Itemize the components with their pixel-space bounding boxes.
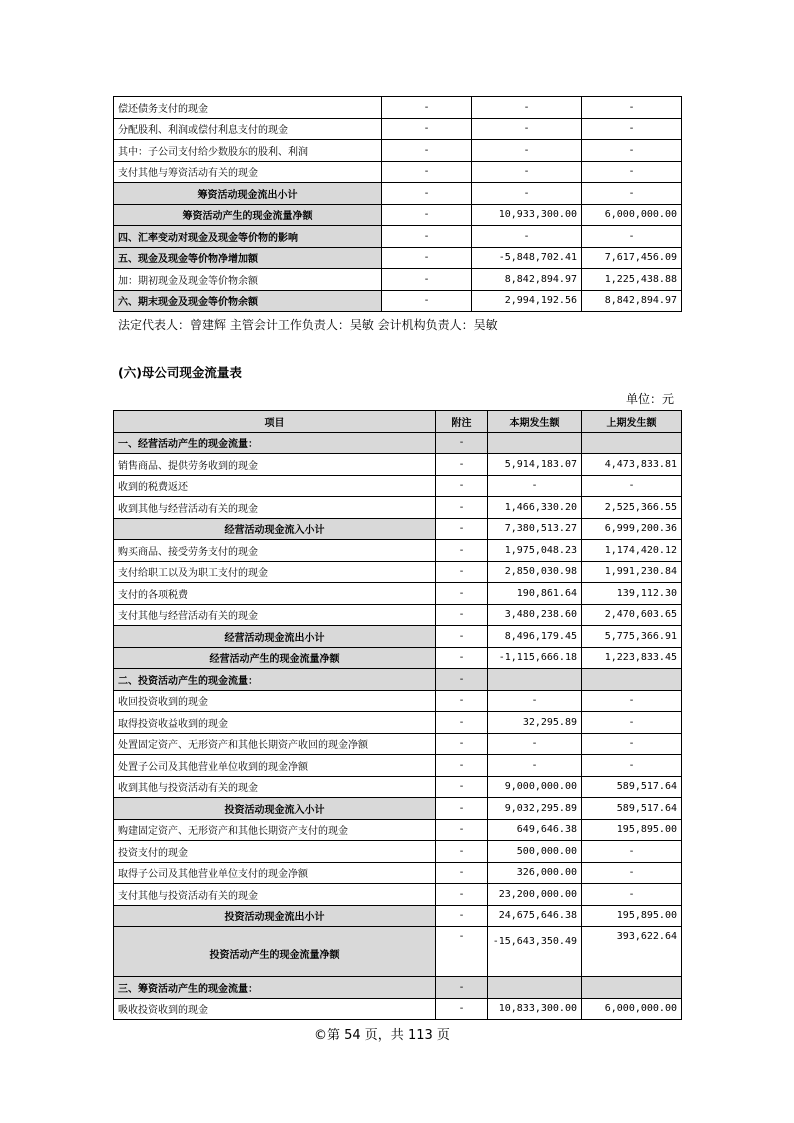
row-prior-value: - bbox=[582, 712, 682, 734]
row-label: 支付其他与经营活动有关的现金 bbox=[114, 604, 436, 626]
table-row bbox=[114, 905, 682, 927]
row-note: - bbox=[436, 454, 488, 476]
row-prior-value: - bbox=[582, 755, 682, 777]
table-row bbox=[114, 583, 682, 605]
header-current: 本期发生额 bbox=[488, 411, 582, 433]
row-current-value: - bbox=[488, 690, 582, 712]
row-label: 销售商品、提供劳务收到的现金 bbox=[114, 454, 436, 476]
row-note: - bbox=[436, 998, 488, 1020]
row-note: - bbox=[436, 690, 488, 712]
row-prior-value: 7,617,456.09 bbox=[582, 247, 682, 269]
table-row bbox=[114, 540, 682, 562]
row-prior-value: - bbox=[582, 884, 682, 906]
row-prior-value: - bbox=[582, 97, 682, 119]
unit-label: 单位：元 bbox=[626, 392, 675, 406]
row-prior-value: 6,000,000.00 bbox=[582, 204, 682, 226]
row-current-value: 24,675,646.38 bbox=[488, 905, 582, 927]
row-note: - bbox=[382, 118, 472, 140]
row-current-value: - bbox=[472, 161, 582, 183]
table-row bbox=[114, 454, 682, 476]
row-note: - bbox=[436, 497, 488, 519]
row-note: - bbox=[382, 161, 472, 183]
row-prior-value: 6,000,000.00 bbox=[582, 998, 682, 1020]
row-note: - bbox=[436, 927, 488, 977]
row-label: 筹资活动产生的现金流量净额 bbox=[114, 204, 382, 226]
row-note: - bbox=[382, 247, 472, 269]
row-label: 收到其他与经营活动有关的现金 bbox=[114, 497, 436, 519]
row-label: 投资支付的现金 bbox=[114, 841, 436, 863]
row-prior-value: 393,622.64 bbox=[582, 927, 682, 977]
row-label: 购建固定资产、无形资产和其他长期资产支付的现金 bbox=[114, 819, 436, 841]
row-current-value: 8,496,179.45 bbox=[488, 626, 582, 648]
row-label: 投资活动现金流出小计 bbox=[114, 905, 436, 927]
header-item: 项目 bbox=[114, 411, 436, 433]
row-label: 四、汇率变动对现金及现金等价物的影响 bbox=[114, 226, 382, 248]
table-row bbox=[114, 97, 682, 119]
row-current-value: 500,000.00 bbox=[488, 841, 582, 863]
row-prior-value: 589,517.64 bbox=[582, 776, 682, 798]
row-note: - bbox=[436, 819, 488, 841]
row-label: 投资活动现金流入小计 bbox=[114, 798, 436, 820]
top-cashflow-table bbox=[113, 96, 682, 312]
row-note: - bbox=[436, 884, 488, 906]
row-current-value: 326,000.00 bbox=[488, 862, 582, 884]
row-note: - bbox=[436, 669, 488, 691]
row-note: - bbox=[436, 518, 488, 540]
table-row bbox=[114, 669, 682, 691]
row-current-value: 2,994,192.56 bbox=[472, 290, 582, 312]
row-prior-value: 2,525,366.55 bbox=[582, 497, 682, 519]
row-label: 收回投资收到的现金 bbox=[114, 690, 436, 712]
row-prior-value: - bbox=[582, 118, 682, 140]
row-note: - bbox=[436, 475, 488, 497]
row-prior-value: 1,174,420.12 bbox=[582, 540, 682, 562]
row-current-value: 190,861.64 bbox=[488, 583, 582, 605]
table-row bbox=[114, 841, 682, 863]
row-note: - bbox=[436, 540, 488, 562]
row-note: - bbox=[382, 204, 472, 226]
page-footer: ©第 54 页，共 113 页 bbox=[314, 1028, 450, 1043]
row-label: 处置子公司及其他营业单位收到的现金净额 bbox=[114, 755, 436, 777]
row-prior-value: 2,470,603.65 bbox=[582, 604, 682, 626]
row-label: 支付的各项税费 bbox=[114, 583, 436, 605]
row-current-value: - bbox=[472, 226, 582, 248]
row-current-value bbox=[488, 977, 582, 999]
row-current-value: 8,842,894.97 bbox=[472, 269, 582, 291]
row-note: - bbox=[382, 290, 472, 312]
row-label: 投资活动产生的现金流量净额 bbox=[114, 927, 436, 977]
row-prior-value: 139,112.30 bbox=[582, 583, 682, 605]
row-label: 收到其他与投资活动有关的现金 bbox=[114, 776, 436, 798]
row-current-value: 23,200,000.00 bbox=[488, 884, 582, 906]
row-label: 收到的税费返还 bbox=[114, 475, 436, 497]
row-current-value: -5,848,702.41 bbox=[472, 247, 582, 269]
row-label: 支付给职工以及为职工支付的现金 bbox=[114, 561, 436, 583]
table-row bbox=[114, 604, 682, 626]
table-row bbox=[114, 927, 682, 977]
row-current-value: 9,032,295.89 bbox=[488, 798, 582, 820]
row-prior-value: - bbox=[582, 475, 682, 497]
row-prior-value: 1,225,438.88 bbox=[582, 269, 682, 291]
row-prior-value: 4,473,833.81 bbox=[582, 454, 682, 476]
section-title: (六)母公司现金流量表 bbox=[118, 365, 242, 380]
row-label: 五、现金及现金等价物净增加额 bbox=[114, 247, 382, 269]
row-prior-value: 589,517.64 bbox=[582, 798, 682, 820]
row-label: 加：期初现金及现金等价物余额 bbox=[114, 269, 382, 291]
row-current-value bbox=[488, 669, 582, 691]
row-note: - bbox=[436, 561, 488, 583]
table-row bbox=[114, 247, 682, 269]
row-label: 筹资活动现金流出小计 bbox=[114, 183, 382, 205]
row-label: 偿还债务支付的现金 bbox=[114, 97, 382, 119]
row-prior-value: - bbox=[582, 183, 682, 205]
row-label: 购买商品、接受劳务支付的现金 bbox=[114, 540, 436, 562]
row-prior-value: 6,999,200.36 bbox=[582, 518, 682, 540]
row-label: 经营活动现金流入小计 bbox=[114, 518, 436, 540]
row-current-value: 32,295.89 bbox=[488, 712, 582, 734]
table-row bbox=[114, 819, 682, 841]
row-current-value: 9,000,000.00 bbox=[488, 776, 582, 798]
table-row bbox=[114, 518, 682, 540]
row-current-value: 10,833,300.00 bbox=[488, 998, 582, 1020]
table-row bbox=[114, 140, 682, 162]
row-current-value: 1,975,048.23 bbox=[488, 540, 582, 562]
row-note: - bbox=[382, 269, 472, 291]
row-note: - bbox=[436, 626, 488, 648]
row-label: 取得投资收益收到的现金 bbox=[114, 712, 436, 734]
row-current-value: - bbox=[472, 183, 582, 205]
row-note: - bbox=[436, 583, 488, 605]
row-note: - bbox=[382, 226, 472, 248]
table-row bbox=[114, 998, 682, 1020]
row-prior-value: - bbox=[582, 841, 682, 863]
row-note: - bbox=[382, 97, 472, 119]
row-current-value: 3,480,238.60 bbox=[488, 604, 582, 626]
row-note: - bbox=[382, 183, 472, 205]
row-note: - bbox=[382, 140, 472, 162]
row-note: - bbox=[436, 432, 488, 454]
row-label: 二、投资活动产生的现金流量： bbox=[114, 669, 436, 691]
row-prior-value: - bbox=[582, 226, 682, 248]
row-current-value: - bbox=[488, 755, 582, 777]
table-row bbox=[114, 626, 682, 648]
row-current-value: -15,643,350.49 bbox=[488, 927, 582, 977]
row-current-value: - bbox=[472, 97, 582, 119]
row-prior-value: 1,991,230.84 bbox=[582, 561, 682, 583]
signature-line: 法定代表人：曾建辉 主管会计工作负责人：吴敏 会计机构负责人：吴敏 bbox=[118, 318, 498, 332]
row-current-value: 5,914,183.07 bbox=[488, 454, 582, 476]
row-current-value: - bbox=[488, 733, 582, 755]
row-note: - bbox=[436, 776, 488, 798]
row-prior-value bbox=[582, 669, 682, 691]
row-prior-value: - bbox=[582, 862, 682, 884]
table-row bbox=[114, 712, 682, 734]
row-current-value: - bbox=[488, 475, 582, 497]
table-header-row bbox=[114, 411, 682, 433]
row-current-value: 1,466,330.20 bbox=[488, 497, 582, 519]
row-note: - bbox=[436, 733, 488, 755]
table-row bbox=[114, 161, 682, 183]
header-prior: 上期发生额 bbox=[582, 411, 682, 433]
table-row bbox=[114, 204, 682, 226]
row-current-value bbox=[488, 432, 582, 454]
table-row bbox=[114, 432, 682, 454]
row-note: - bbox=[436, 604, 488, 626]
row-label: 吸收投资收到的现金 bbox=[114, 998, 436, 1020]
table-row bbox=[114, 226, 682, 248]
table-row bbox=[114, 733, 682, 755]
row-label: 一、经营活动产生的现金流量： bbox=[114, 432, 436, 454]
table-row bbox=[114, 798, 682, 820]
row-note: - bbox=[436, 862, 488, 884]
table-row bbox=[114, 755, 682, 777]
header-note: 附注 bbox=[436, 411, 488, 433]
row-current-value: 10,933,300.00 bbox=[472, 204, 582, 226]
row-prior-value bbox=[582, 977, 682, 999]
row-label: 处置固定资产、无形资产和其他长期资产收回的现金净额 bbox=[114, 733, 436, 755]
table-row bbox=[114, 776, 682, 798]
main-table-body bbox=[114, 432, 682, 1020]
row-current-value: -1,115,666.18 bbox=[488, 647, 582, 669]
row-label: 支付其他与投资活动有关的现金 bbox=[114, 884, 436, 906]
row-prior-value: 195,895.00 bbox=[582, 819, 682, 841]
row-label: 分配股利、利润或偿付利息支付的现金 bbox=[114, 118, 382, 140]
top-table-body bbox=[114, 97, 682, 312]
row-note: - bbox=[436, 841, 488, 863]
row-prior-value: - bbox=[582, 161, 682, 183]
row-label: 其中：子公司支付给少数股东的股利、利润 bbox=[114, 140, 382, 162]
table-row bbox=[114, 862, 682, 884]
row-note: - bbox=[436, 977, 488, 999]
row-label: 经营活动现金流出小计 bbox=[114, 626, 436, 648]
table-row bbox=[114, 884, 682, 906]
table-row bbox=[114, 269, 682, 291]
row-current-value: - bbox=[472, 140, 582, 162]
row-label: 三、筹资活动产生的现金流量： bbox=[114, 977, 436, 999]
row-prior-value: - bbox=[582, 733, 682, 755]
row-label: 六、期末现金及现金等价物余额 bbox=[114, 290, 382, 312]
table-row bbox=[114, 118, 682, 140]
row-current-value: 649,646.38 bbox=[488, 819, 582, 841]
row-prior-value: 5,775,366.91 bbox=[582, 626, 682, 648]
row-label: 经营活动产生的现金流量净额 bbox=[114, 647, 436, 669]
row-note: - bbox=[436, 712, 488, 734]
table-row bbox=[114, 183, 682, 205]
row-note: - bbox=[436, 798, 488, 820]
row-prior-value: 1,223,833.45 bbox=[582, 647, 682, 669]
table-row bbox=[114, 290, 682, 312]
table-row bbox=[114, 561, 682, 583]
row-prior-value: 195,895.00 bbox=[582, 905, 682, 927]
row-current-value: - bbox=[472, 118, 582, 140]
table-row bbox=[114, 647, 682, 669]
row-label: 支付其他与筹资活动有关的现金 bbox=[114, 161, 382, 183]
row-label: 取得子公司及其他营业单位支付的现金净额 bbox=[114, 862, 436, 884]
row-note: - bbox=[436, 755, 488, 777]
row-current-value: 2,850,030.98 bbox=[488, 561, 582, 583]
row-current-value: 7,380,513.27 bbox=[488, 518, 582, 540]
row-note: - bbox=[436, 905, 488, 927]
parent-cashflow-table bbox=[113, 410, 682, 1020]
table-row bbox=[114, 475, 682, 497]
row-prior-value: 8,842,894.97 bbox=[582, 290, 682, 312]
table-row bbox=[114, 977, 682, 999]
row-prior-value: - bbox=[582, 140, 682, 162]
row-note: - bbox=[436, 647, 488, 669]
row-prior-value bbox=[582, 432, 682, 454]
table-row bbox=[114, 497, 682, 519]
table-row bbox=[114, 690, 682, 712]
row-prior-value: - bbox=[582, 690, 682, 712]
